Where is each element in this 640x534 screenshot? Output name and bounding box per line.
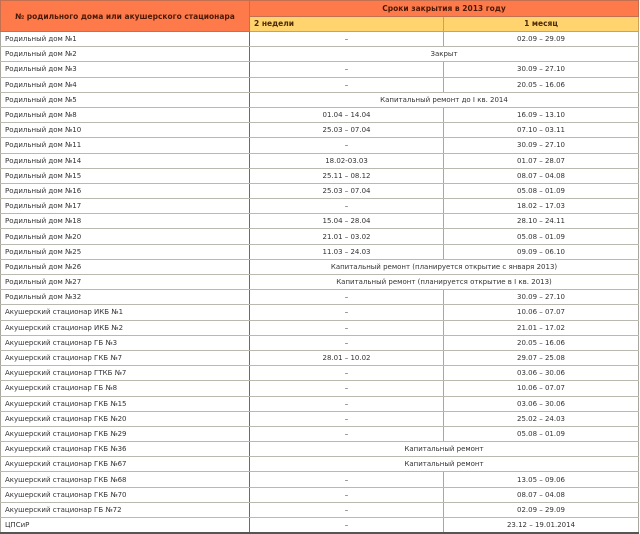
closure-2-weeks: –	[250, 199, 444, 214]
institution-name: Родильный дом №4	[1, 77, 250, 92]
closure-1-month: 30.09 – 27.10	[444, 138, 639, 153]
closure-2-weeks: –	[250, 77, 444, 92]
table-row	[1, 366, 639, 381]
closure-2-weeks: –	[250, 426, 444, 441]
table-row	[1, 381, 639, 396]
table-row	[1, 214, 639, 229]
institution-name: Родильный дом №27	[1, 275, 250, 290]
institution-name: ЦПСиР	[1, 518, 250, 534]
closure-status: Капитальный ремонт (планируется открытие в I кв. 2013)	[250, 275, 639, 290]
closure-status: Капитальный ремонт	[250, 457, 639, 472]
institution-name: Акушерский стационар ГКБ №70	[1, 487, 250, 502]
closure-1-month: 30.09 – 27.10	[444, 62, 639, 77]
closure-2-weeks: 21.01 – 03.02	[250, 229, 444, 244]
institution-name: Акушерский стационар ГКБ №20	[1, 411, 250, 426]
institution-name: Акушерский стационар ГТКБ №7	[1, 366, 250, 381]
table-row	[1, 472, 639, 487]
closure-1-month: 20.05 – 16.06	[444, 335, 639, 350]
closure-1-month: 10.06 – 07.07	[444, 381, 639, 396]
table-row	[1, 47, 639, 62]
column-group-header-closure: Сроки закрытия в 2013 году	[250, 1, 639, 17]
table-row	[1, 123, 639, 138]
closure-2-weeks: –	[250, 487, 444, 502]
table-row	[1, 92, 639, 107]
table-row	[1, 77, 639, 92]
closure-1-month: 30.09 – 27.10	[444, 290, 639, 305]
closure-2-weeks: 18.02-03.03	[250, 153, 444, 168]
table-row	[1, 138, 639, 153]
closure-2-weeks: –	[250, 396, 444, 411]
column-header-institution: № родильного дома или акушерского стационара	[1, 1, 250, 32]
table-row	[1, 502, 639, 517]
table-row	[1, 411, 639, 426]
table-row	[1, 62, 639, 77]
table-row	[1, 442, 639, 457]
table-row	[1, 335, 639, 350]
closure-1-month: 05.08 – 01.09	[444, 183, 639, 198]
closure-1-month: 18.02 – 17.03	[444, 199, 639, 214]
table-row	[1, 259, 639, 274]
table-row	[1, 183, 639, 198]
table-row	[1, 350, 639, 365]
closure-1-month: 20.05 – 16.06	[444, 77, 639, 92]
closure-1-month: 01.07 – 28.07	[444, 153, 639, 168]
table-row	[1, 275, 639, 290]
table-row	[1, 107, 639, 122]
closure-status: Капитальный ремонт (планируется открытие с января 2013)	[250, 259, 639, 274]
institution-name: Акушерский стационар ГКБ №7	[1, 350, 250, 365]
institution-name: Родильный дом №3	[1, 62, 250, 77]
closure-1-month: 25.02 – 24.03	[444, 411, 639, 426]
institution-name: Родильный дом №11	[1, 138, 250, 153]
table-row	[1, 426, 639, 441]
institution-name: Акушерский стационар ГБ №72	[1, 502, 250, 517]
closure-2-weeks: –	[250, 366, 444, 381]
institution-name: Родильный дом №2	[1, 47, 250, 62]
closure-2-weeks: 25.11 – 08.12	[250, 168, 444, 183]
table-row	[1, 199, 639, 214]
closure-2-weeks: –	[250, 502, 444, 517]
closure-2-weeks: –	[250, 411, 444, 426]
closure-2-weeks: 15.04 – 28.04	[250, 214, 444, 229]
institution-name: Акушерский стационар ГБ №8	[1, 381, 250, 396]
closure-1-month: 02.09 – 29.09	[444, 32, 639, 47]
institution-name: Родильный дом №5	[1, 92, 250, 107]
institution-name: Родильный дом №10	[1, 123, 250, 138]
table-body	[1, 32, 639, 534]
institution-name: Акушерский стационар ГКБ №29	[1, 426, 250, 441]
institution-name: Акушерский стационар ГКБ №68	[1, 472, 250, 487]
institution-name: Родильный дом №25	[1, 244, 250, 259]
closure-2-weeks: –	[250, 290, 444, 305]
closure-2-weeks: –	[250, 320, 444, 335]
closure-1-month: 07.10 – 03.11	[444, 123, 639, 138]
institution-name: Акушерский стационар ГКБ №36	[1, 442, 250, 457]
closure-2-weeks: –	[250, 32, 444, 47]
table-row	[1, 457, 639, 472]
institution-name: Родильный дом №20	[1, 229, 250, 244]
closure-2-weeks: –	[250, 138, 444, 153]
closure-1-month: 21.01 – 17.02	[444, 320, 639, 335]
closure-1-month: 16.09 – 13.10	[444, 107, 639, 122]
institution-name: Акушерский стационар ИКБ №1	[1, 305, 250, 320]
closure-1-month: 05.08 – 01.09	[444, 426, 639, 441]
table-row	[1, 244, 639, 259]
closure-1-month: 03.06 – 30.06	[444, 396, 639, 411]
institution-name: Акушерский стационар ГКБ №67	[1, 457, 250, 472]
table-row	[1, 168, 639, 183]
institution-name: Родильный дом №15	[1, 168, 250, 183]
closure-2-weeks: 11.03 – 24.03	[250, 244, 444, 259]
institution-name: Родильный дом №14	[1, 153, 250, 168]
closure-2-weeks: –	[250, 62, 444, 77]
table-row	[1, 153, 639, 168]
institution-name: Родильный дом №26	[1, 259, 250, 274]
closure-1-month: 08.07 – 04.08	[444, 168, 639, 183]
table-row	[1, 32, 639, 47]
closure-1-month: 05.08 – 01.09	[444, 229, 639, 244]
table-row	[1, 229, 639, 244]
closure-2-weeks: –	[250, 472, 444, 487]
closure-2-weeks: –	[250, 335, 444, 350]
table-row	[1, 290, 639, 305]
table-row	[1, 320, 639, 335]
closure-2-weeks: –	[250, 518, 444, 534]
closure-2-weeks: –	[250, 305, 444, 320]
closure-1-month: 29.07 – 25.08	[444, 350, 639, 365]
closure-2-weeks: 01.04 – 14.04	[250, 107, 444, 122]
closure-2-weeks: 28.01 – 10.02	[250, 350, 444, 365]
institution-name: Родильный дом №16	[1, 183, 250, 198]
column-header-1-month: 1 месяц	[444, 16, 639, 32]
table-header	[1, 1, 639, 32]
institution-name: Акушерский стационар ГКБ №15	[1, 396, 250, 411]
table-row	[1, 396, 639, 411]
institution-name: Родильный дом №17	[1, 199, 250, 214]
closure-1-month: 08.07 – 04.08	[444, 487, 639, 502]
header-row-top	[1, 1, 639, 17]
institution-name: Родильный дом №32	[1, 290, 250, 305]
institution-name: Родильный дом №1	[1, 32, 250, 47]
closure-1-month: 28.10 – 24.11	[444, 214, 639, 229]
table-row	[1, 305, 639, 320]
institution-name: Родильный дом №8	[1, 107, 250, 122]
closure-1-month: 13.05 – 09.06	[444, 472, 639, 487]
institution-name: Родильный дом №18	[1, 214, 250, 229]
closure-1-month: 23.12 – 19.01.2014	[444, 518, 639, 534]
closure-status: Закрыт	[250, 47, 639, 62]
closure-status: Капитальный ремонт	[250, 442, 639, 457]
closure-1-month: 02.09 – 29.09	[444, 502, 639, 517]
closure-2-weeks: 25.03 – 07.04	[250, 183, 444, 198]
table-row	[1, 518, 639, 534]
closure-1-month: 10.06 – 07.07	[444, 305, 639, 320]
closure-1-month: 03.06 – 30.06	[444, 366, 639, 381]
institution-name: Акушерский стационар ГБ №3	[1, 335, 250, 350]
table-row	[1, 487, 639, 502]
closure-2-weeks: –	[250, 381, 444, 396]
closure-status: Капитальный ремонт до I кв. 2014	[250, 92, 639, 107]
column-header-2-weeks: 2 недели	[250, 16, 444, 32]
closure-2-weeks: 25.03 – 07.04	[250, 123, 444, 138]
institution-name: Акушерский стационар ИКБ №2	[1, 320, 250, 335]
closure-1-month: 09.09 – 06.10	[444, 244, 639, 259]
